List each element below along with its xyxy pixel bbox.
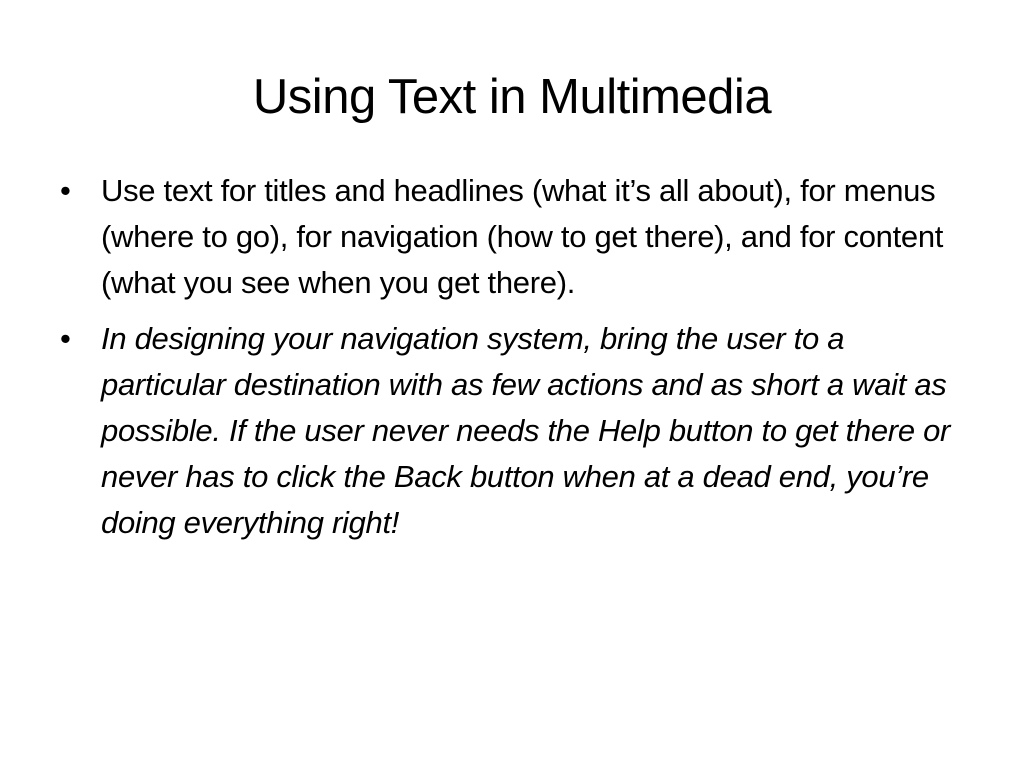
- bullet-icon: •: [60, 321, 71, 356]
- bullet-text: In designing your navigation system, bring the user to a particular destination with as few actions and as short a wait as possible. If the user never needs the Help button to get there or never has to click the Back button when at a dead end, you’re doing everything right!: [101, 321, 951, 540]
- bullet-icon: •: [60, 173, 71, 208]
- slide-title: Using Text in Multimedia: [252, 70, 772, 124]
- bullet-item-2: [58, 316, 978, 546]
- bullet-item-1: [58, 168, 978, 306]
- bullet-list: [58, 168, 978, 556]
- bullet-text: Use text for titles and headlines (what it’s all about), for menus (where to go), for navigation (how to get there), and for content (what you see when you get there).: [101, 173, 944, 300]
